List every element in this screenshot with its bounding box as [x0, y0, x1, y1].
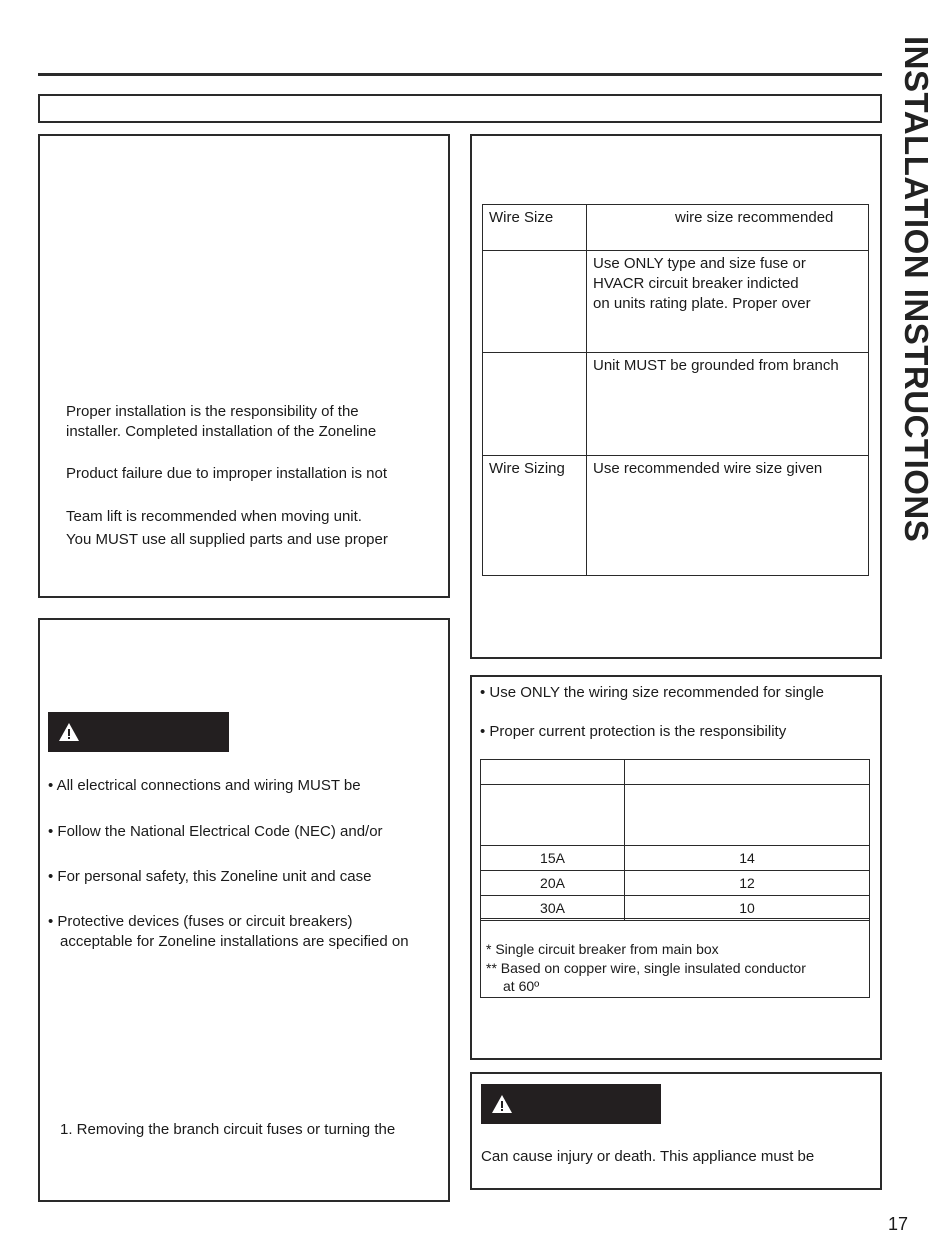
fuse-text-line1: Use ONLY type and size fuse or — [593, 255, 806, 272]
table-row — [481, 871, 870, 896]
fuse-label — [483, 251, 587, 353]
bullet-protective-devices-line1: • Protective devices (fuses or circuit breakers) — [48, 913, 353, 930]
header-rule — [38, 73, 882, 76]
wire-header-cell — [625, 760, 870, 785]
fuse-size-cell: 15A — [481, 846, 625, 871]
fuse-text — [587, 251, 869, 353]
side-title-text: INSTALLATION INSTRUCTIONS — [898, 36, 935, 543]
wire-size-text: wire size recommended — [587, 205, 869, 251]
section-banner — [38, 94, 882, 123]
warning-icon — [491, 1094, 513, 1114]
wire-sizing-text: Use recommended wire size given — [587, 456, 869, 576]
warning-icon — [58, 722, 80, 742]
bullet-wiring-size: • Use ONLY the wiring size recommended for single — [480, 684, 825, 701]
team-lift-text: Team lift is recommended when moving unit. — [66, 508, 362, 525]
bullet-electrical-connections: • All electrical connections and wiring MUST be — [48, 777, 361, 794]
fuse-wire-table — [480, 759, 870, 921]
install-responsibility-line1: Proper installation is the responsibility of the — [66, 403, 359, 420]
step-1-text: 1. Removing the branch circuit fuses or turning the — [60, 1121, 396, 1138]
warning-banner-left — [48, 712, 229, 752]
install-responsibility-line2: installer. Completed installation of the Zoneline — [66, 423, 377, 440]
wire-table — [482, 204, 869, 576]
wire-table-row — [483, 205, 869, 251]
footnote-3: at 60º — [503, 978, 540, 994]
fuse-text-line3: on units rating plate. Proper over — [593, 295, 811, 312]
wire-subheader-cell — [625, 785, 870, 846]
fuse-header-cell — [481, 760, 625, 785]
fuse-subheader-cell — [481, 785, 625, 846]
page-number: 17 — [888, 1214, 909, 1234]
wire-gauge-cell: 10 — [625, 896, 870, 921]
footnote-2: ** Based on copper wire, single insulated conductor — [486, 960, 806, 976]
wire-gauge-cell: 14 — [625, 846, 870, 871]
left-top-box — [38, 134, 450, 598]
footnote-1: * Single circuit breaker from main box — [486, 941, 719, 957]
side-title — [898, 36, 935, 543]
warning-banner-right — [481, 1084, 661, 1124]
bullet-protective-devices-line2: acceptable for Zoneline installations are specified on — [60, 933, 409, 950]
injury-warning-text: Can cause injury or death. This appliance must be — [481, 1148, 815, 1165]
ground-label — [483, 353, 587, 456]
bullet-nec: • Follow the National Electrical Code (NEC) and/or — [48, 823, 383, 840]
fuse-size-cell: 20A — [481, 871, 625, 896]
wire-gauge-cell: 12 — [625, 871, 870, 896]
ground-text: Unit MUST be grounded from branch — [587, 353, 869, 456]
wire-table-row — [483, 456, 869, 576]
wire-table-row — [483, 353, 869, 456]
bullet-current-protection: • Proper current protection is the responsibility — [480, 723, 787, 740]
supplied-parts-text: You MUST use all supplied parts and use proper — [66, 531, 388, 548]
wire-table-row — [483, 251, 869, 353]
fuse-text-line2: HVACR circuit breaker indicted — [593, 275, 799, 292]
wire-size-label: Wire Size — [483, 205, 587, 251]
table-row — [481, 896, 870, 921]
fuse-size-cell: 30A — [481, 896, 625, 921]
bullet-personal-safety: • For personal safety, this Zoneline unit and case — [48, 868, 372, 885]
product-failure-text: Product failure due to improper installation is not — [66, 465, 388, 482]
fuse-table-subheader-row — [481, 785, 870, 846]
wire-sizing-label: Wire Sizing — [483, 456, 587, 576]
fuse-table-header-row — [481, 760, 870, 785]
table-row — [481, 846, 870, 871]
left-bottom-box — [38, 618, 450, 1202]
